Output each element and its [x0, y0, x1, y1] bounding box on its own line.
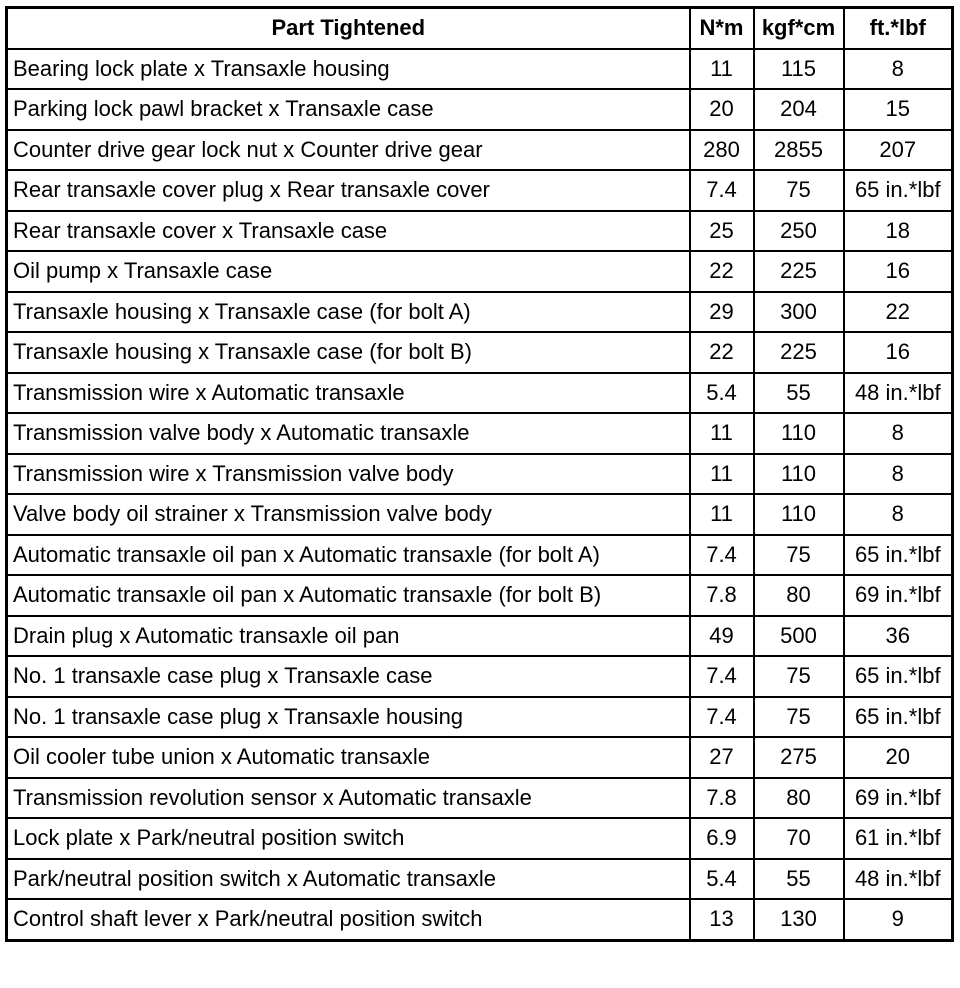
nm-cell: 7.8 [690, 575, 754, 616]
part-cell: Transmission wire x Transmission valve body [7, 454, 690, 495]
part-cell: Transmission wire x Automatic transaxle [7, 373, 690, 414]
nm-cell: 5.4 [690, 373, 754, 414]
ftlbf-cell: 15 [844, 89, 953, 130]
part-cell: Lock plate x Park/neutral position switch [7, 818, 690, 859]
table-row [7, 373, 953, 414]
ftlbf-cell: 48 in.*lbf [844, 859, 953, 900]
kgf-cell: 500 [754, 616, 844, 657]
kgf-cell: 225 [754, 332, 844, 373]
nm-cell: 11 [690, 49, 754, 90]
ftlbf-cell: 20 [844, 737, 953, 778]
ftlbf-cell: 16 [844, 251, 953, 292]
table-row [7, 49, 953, 90]
kgf-cell: 110 [754, 413, 844, 454]
nm-cell: 22 [690, 251, 754, 292]
nm-cell: 49 [690, 616, 754, 657]
kgf-cell: 55 [754, 373, 844, 414]
table-row [7, 616, 953, 657]
nm-cell: 20 [690, 89, 754, 130]
ftlbf-cell: 207 [844, 130, 953, 171]
part-cell: Rear transaxle cover x Transaxle case [7, 211, 690, 252]
kgf-cell: 225 [754, 251, 844, 292]
table-row [7, 454, 953, 495]
nm-cell: 7.4 [690, 697, 754, 738]
part-cell: Park/neutral position switch x Automatic transaxle [7, 859, 690, 900]
nm-cell: 7.8 [690, 778, 754, 819]
part-cell: Automatic transaxle oil pan x Automatic transaxle (for bolt A) [7, 535, 690, 576]
table-body [7, 49, 953, 941]
ftlbf-cell: 48 in.*lbf [844, 373, 953, 414]
nm-cell: 22 [690, 332, 754, 373]
table-row [7, 697, 953, 738]
kgf-cell: 75 [754, 535, 844, 576]
nm-cell: 25 [690, 211, 754, 252]
table-row [7, 859, 953, 900]
table-row [7, 535, 953, 576]
nm-cell: 5.4 [690, 859, 754, 900]
table-row [7, 494, 953, 535]
ftlbf-cell: 65 in.*lbf [844, 170, 953, 211]
kgf-cell: 115 [754, 49, 844, 90]
table-row [7, 656, 953, 697]
kgf-cell: 55 [754, 859, 844, 900]
nm-cell: 27 [690, 737, 754, 778]
kgf-cell: 75 [754, 170, 844, 211]
ftlbf-cell: 65 in.*lbf [844, 535, 953, 576]
ftlbf-cell: 8 [844, 494, 953, 535]
part-cell: Counter drive gear lock nut x Counter drive gear [7, 130, 690, 171]
table-row [7, 818, 953, 859]
part-cell: Transaxle housing x Transaxle case (for bolt B) [7, 332, 690, 373]
kgf-cell: 110 [754, 454, 844, 495]
ftlbf-cell: 36 [844, 616, 953, 657]
part-cell: Oil pump x Transaxle case [7, 251, 690, 292]
part-cell: Oil cooler tube union x Automatic transaxle [7, 737, 690, 778]
kgf-cell: 2855 [754, 130, 844, 171]
kgf-cell: 75 [754, 656, 844, 697]
kgf-cell: 300 [754, 292, 844, 333]
ftlbf-cell: 22 [844, 292, 953, 333]
ftlbf-cell: 16 [844, 332, 953, 373]
header-kgf-cm: kgf*cm [754, 8, 844, 49]
table-row [7, 737, 953, 778]
header-ft-lbf: ft.*lbf [844, 8, 953, 49]
header-part-tightened: Part Tightened [7, 8, 690, 49]
ftlbf-cell: 8 [844, 49, 953, 90]
ftlbf-cell: 69 in.*lbf [844, 778, 953, 819]
header-nm: N*m [690, 8, 754, 49]
table-header-row [7, 8, 953, 49]
ftlbf-cell: 61 in.*lbf [844, 818, 953, 859]
ftlbf-cell: 8 [844, 413, 953, 454]
nm-cell: 11 [690, 494, 754, 535]
table-row [7, 211, 953, 252]
nm-cell: 6.9 [690, 818, 754, 859]
table-row [7, 130, 953, 171]
nm-cell: 11 [690, 413, 754, 454]
part-cell: Valve body oil strainer x Transmission valve body [7, 494, 690, 535]
table-row [7, 251, 953, 292]
kgf-cell: 204 [754, 89, 844, 130]
part-cell: Transmission valve body x Automatic transaxle [7, 413, 690, 454]
kgf-cell: 80 [754, 778, 844, 819]
kgf-cell: 275 [754, 737, 844, 778]
ftlbf-cell: 65 in.*lbf [844, 656, 953, 697]
ftlbf-cell: 65 in.*lbf [844, 697, 953, 738]
part-cell: No. 1 transaxle case plug x Transaxle case [7, 656, 690, 697]
kgf-cell: 250 [754, 211, 844, 252]
kgf-cell: 75 [754, 697, 844, 738]
part-cell: Transaxle housing x Transaxle case (for bolt A) [7, 292, 690, 333]
torque-spec-table [5, 6, 954, 942]
ftlbf-cell: 18 [844, 211, 953, 252]
nm-cell: 7.4 [690, 535, 754, 576]
kgf-cell: 80 [754, 575, 844, 616]
part-cell: Transmission revolution sensor x Automatic transaxle [7, 778, 690, 819]
nm-cell: 11 [690, 454, 754, 495]
table-row [7, 575, 953, 616]
part-cell: Drain plug x Automatic transaxle oil pan [7, 616, 690, 657]
nm-cell: 7.4 [690, 170, 754, 211]
table-row [7, 778, 953, 819]
part-cell: Bearing lock plate x Transaxle housing [7, 49, 690, 90]
nm-cell: 280 [690, 130, 754, 171]
kgf-cell: 130 [754, 899, 844, 940]
table-row [7, 413, 953, 454]
kgf-cell: 70 [754, 818, 844, 859]
table-row [7, 332, 953, 373]
nm-cell: 7.4 [690, 656, 754, 697]
part-cell: No. 1 transaxle case plug x Transaxle housing [7, 697, 690, 738]
part-cell: Automatic transaxle oil pan x Automatic transaxle (for bolt B) [7, 575, 690, 616]
table-row [7, 899, 953, 940]
part-cell: Control shaft lever x Park/neutral position switch [7, 899, 690, 940]
table-row [7, 89, 953, 130]
part-cell: Parking lock pawl bracket x Transaxle case [7, 89, 690, 130]
table-row [7, 292, 953, 333]
ftlbf-cell: 9 [844, 899, 953, 940]
nm-cell: 13 [690, 899, 754, 940]
ftlbf-cell: 8 [844, 454, 953, 495]
table-row [7, 170, 953, 211]
kgf-cell: 110 [754, 494, 844, 535]
ftlbf-cell: 69 in.*lbf [844, 575, 953, 616]
nm-cell: 29 [690, 292, 754, 333]
part-cell: Rear transaxle cover plug x Rear transaxle cover [7, 170, 690, 211]
